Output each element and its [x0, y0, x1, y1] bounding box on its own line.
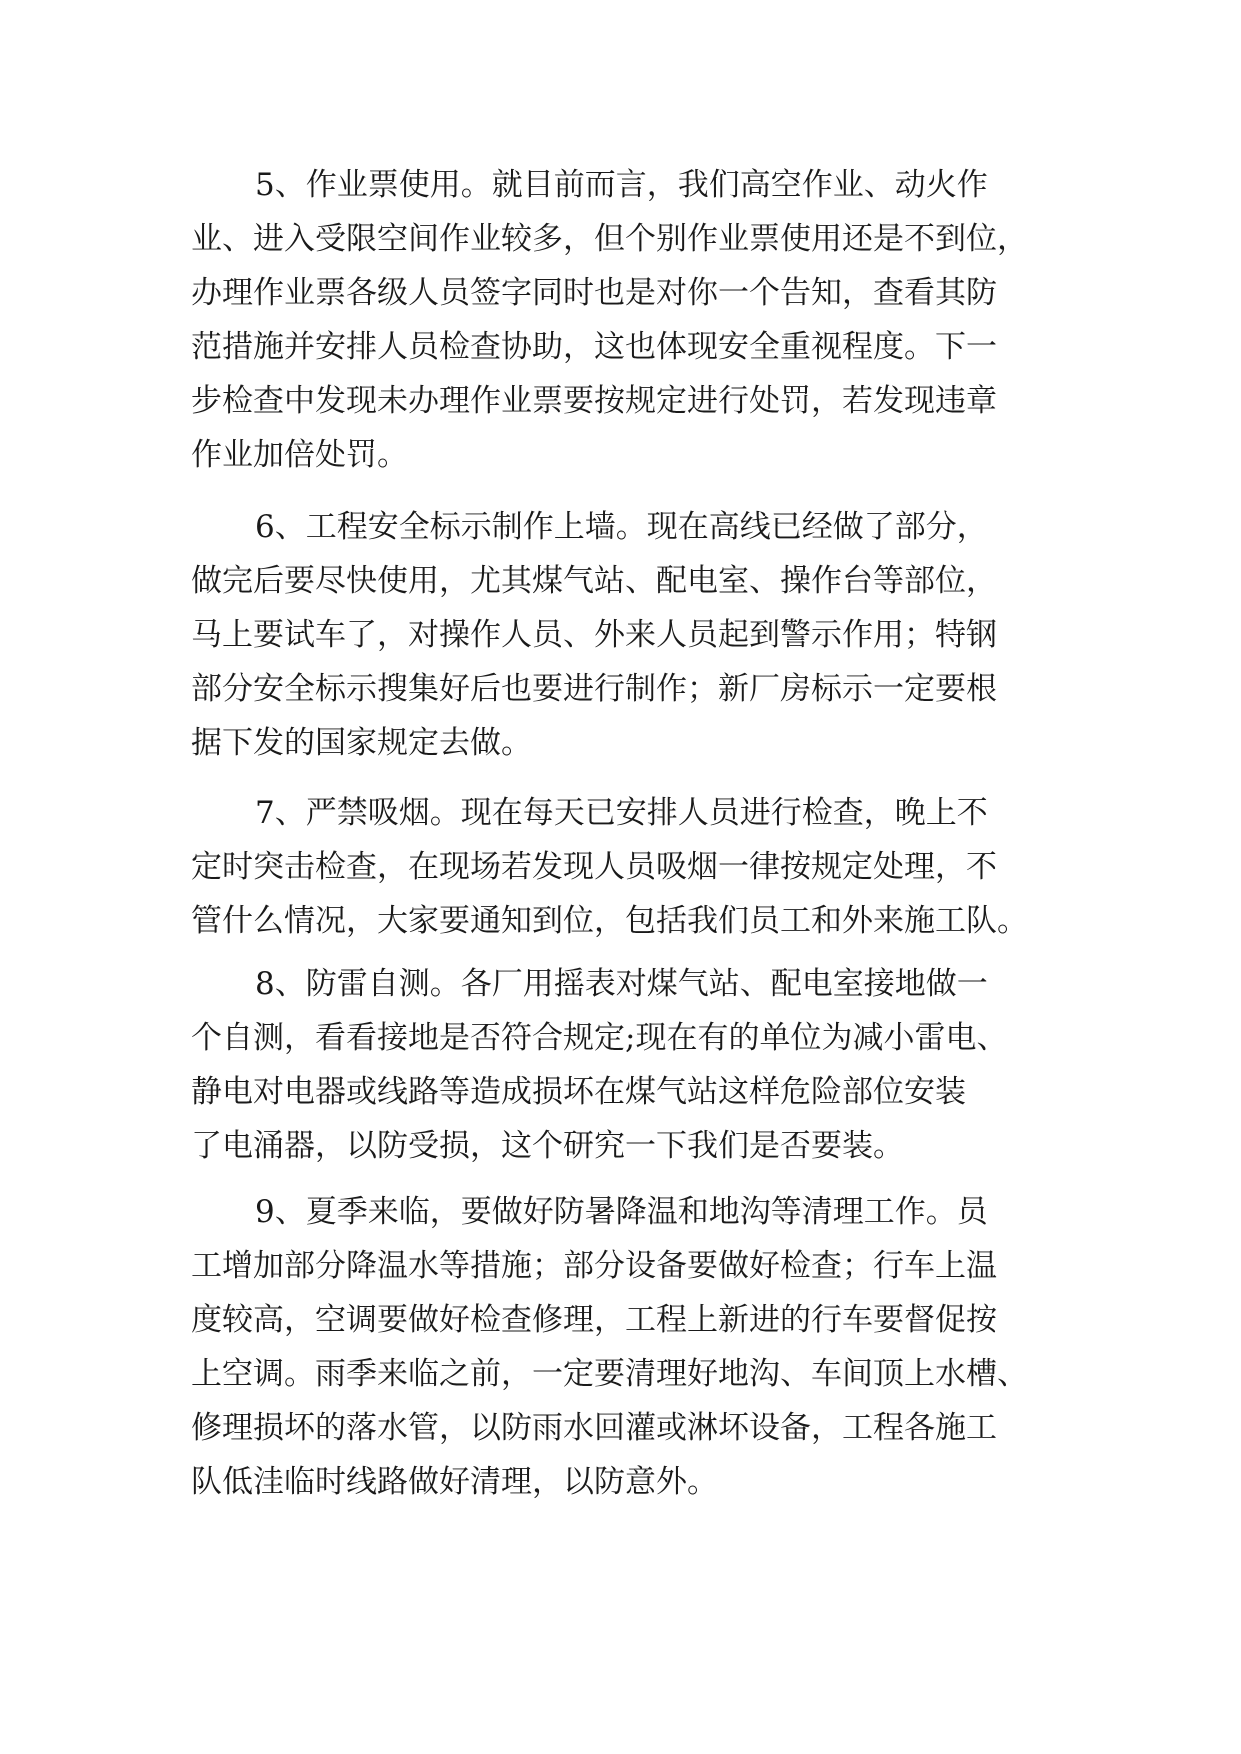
text-line: 9、夏季来临，要做好防暑降温和地沟等清理工作。员	[255, 1194, 988, 1230]
text-line: 范措施并安排人员检查协助，这也体现安全重视程度。下一	[191, 329, 997, 365]
text-line: 工增加部分降温水等措施；部分设备要做好检查；行车上温	[191, 1248, 997, 1284]
text-line: 办理作业票各级人员签字同时也是对你一个告知，查看其防	[191, 275, 997, 311]
text-line: 据下发的国家规定去做。	[191, 725, 532, 761]
text-line: 上空调。雨季来临之前，一定要清理好地沟、车间顶上水槽、	[191, 1356, 1028, 1392]
text-line: 管什么情况，大家要通知到位，包括我们员工和外来施工队。	[191, 903, 1028, 939]
text-line: 6、工程安全标示制作上墙。现在高线已经做了部分，	[255, 509, 988, 545]
text-line: 定时突击检查，在现场若发现人员吸烟一律按规定处理，不	[191, 849, 997, 885]
text-line: 马上要试车了，对操作人员、外来人员起到警示作用；特钢	[191, 617, 997, 653]
text-line: 8、防雷自测。各厂用摇表对煤气站、配电室接地做一	[255, 966, 988, 1002]
text-line: 队低洼临时线路做好清理，以防意外。	[191, 1464, 718, 1500]
text-line: 度较高，空调要做好检查修理，工程上新进的行车要督促按	[191, 1302, 997, 1338]
text-line: 部分安全标示搜集好后也要进行制作；新厂房标示一定要根	[191, 671, 997, 707]
text-line: 步检查中发现未办理作业票要按规定进行处罚，若发现违章	[191, 383, 997, 419]
text-line: 业、进入受限空间作业较多，但个别作业票使用还是不到位，	[191, 221, 1028, 257]
text-line: 个自测，看看接地是否符合规定;现在有的单位为减小雷电、	[191, 1020, 1008, 1056]
text-line: 7、严禁吸烟。现在每天已安排人员进行检查，晚上不	[255, 795, 988, 831]
text-line: 静电对电器或线路等造成损坏在煤气站这样危险部位安装	[191, 1074, 966, 1110]
text-line: 作业加倍处罚。	[191, 437, 408, 473]
text-line: 修理损坏的落水管，以防雨水回灌或淋坏设备，工程各施工	[191, 1410, 997, 1446]
text-line: 5、作业票使用。就目前而言，我们高空作业、动火作	[255, 167, 988, 203]
text-line: 做完后要尽快使用，尤其煤气站、配电室、操作台等部位，	[191, 563, 997, 599]
text-line: 了电涌器，以防受损，这个研究一下我们是否要装。	[191, 1128, 904, 1164]
